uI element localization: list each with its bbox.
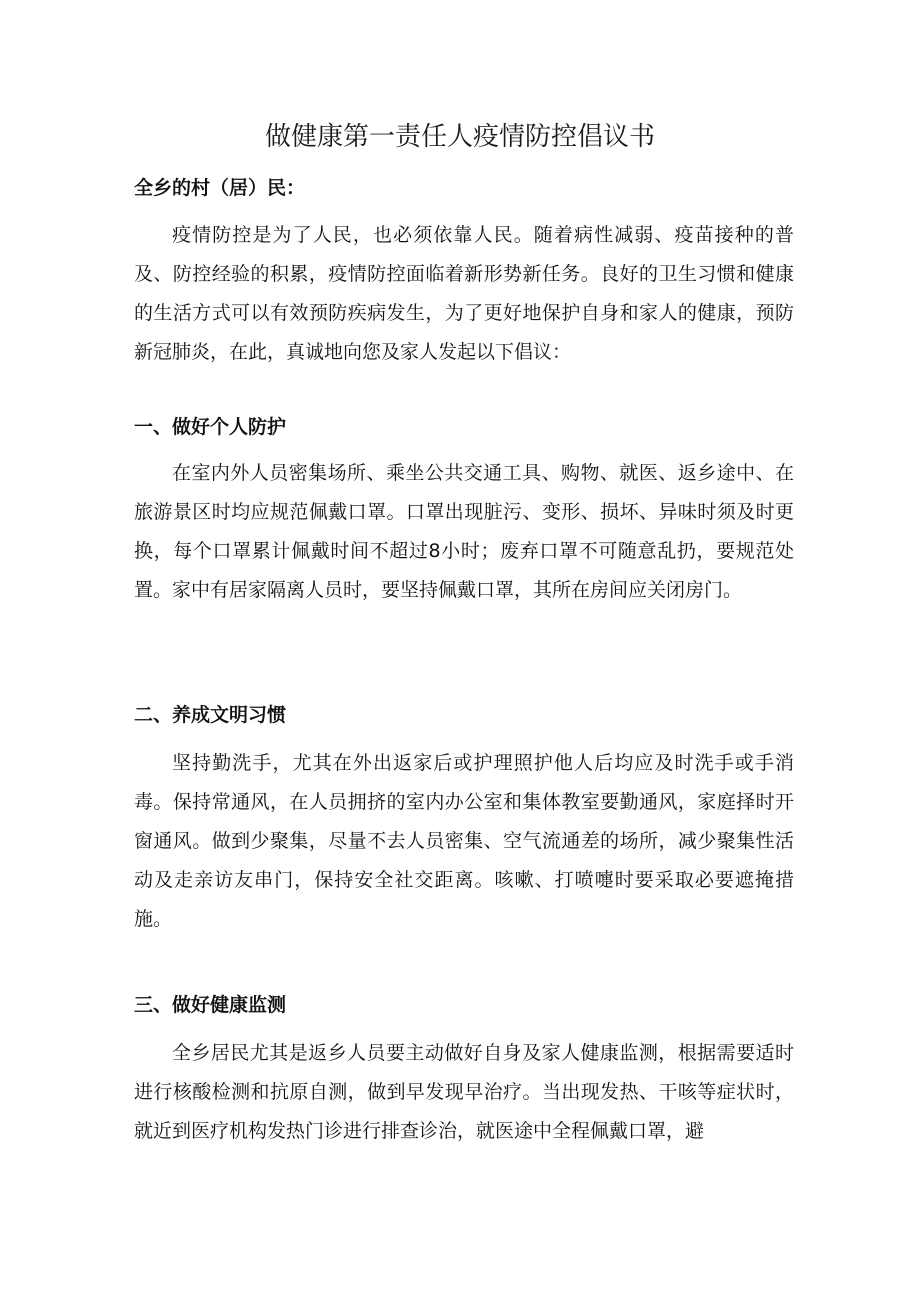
- section-heading-personal-protection: 一、做好个人防护: [134, 416, 287, 438]
- intro-paragraph: 疫情防控是为了人民，也必须依靠人民。随着病性减弱、疫苗接种的普及、防控经验的积累，疫情防控面临着新形势新任务。良好的卫生习惯和健康的生活方式可以有效预防疾病发生，为了更好地保护自身和家人的健康，预防新冠肺炎，在此，真诚地向您及家人发起以下倡议：: [134, 224, 794, 363]
- document-title: 做健康第一责任人疫情防控倡议书: [264, 122, 655, 152]
- section-heading-health-monitoring: 三、做好健康监测: [134, 994, 287, 1016]
- salutation: 全乡的村（居）民：: [134, 177, 306, 199]
- section-body-civilized-habits: 坚持勤洗手，尤其在外出返家后或护理照护他人后均应及时洗手或手消毒。保持常通风，在人员拥挤的室内办公室和集体教室要勤通风，家庭择时开窗通风。做到少聚集，尽量不去人员密集、空气流通差的场所，减少聚集性活动及走亲访友串门，保持安全社交距离。咳嗽、打喷嚏时要采取必要遮掩措施。: [134, 752, 794, 930]
- section-heading-civilized-habits: 二、养成文明习惯: [134, 704, 287, 726]
- section-body-personal-protection: 在室内外人员密集场所、乘坐公共交通工具、购物、就医、返乡途中、在旅游景区时均应规范佩戴口罩。口罩出现脏污、变形、损坏、异味时须及时更换，每个口罩累计佩戴时间不超过8小时；废弃口罩不可随意乱扔，要规范处置。家中有居家隔离人员时，要坚持佩戴口罩，其所在房间应关闭房门。: [134, 462, 794, 601]
- section-body-health-monitoring: 全乡居民尤其是返乡人员要主动做好自身及家人健康监测，根据需要适时进行核酸检测和抗原自测，做到早发现早治疗。当出现发热、干咳等症状时，就近到医疗机构发热门诊进行排查诊治，就医途中全程佩戴口罩，避: [134, 1042, 794, 1142]
